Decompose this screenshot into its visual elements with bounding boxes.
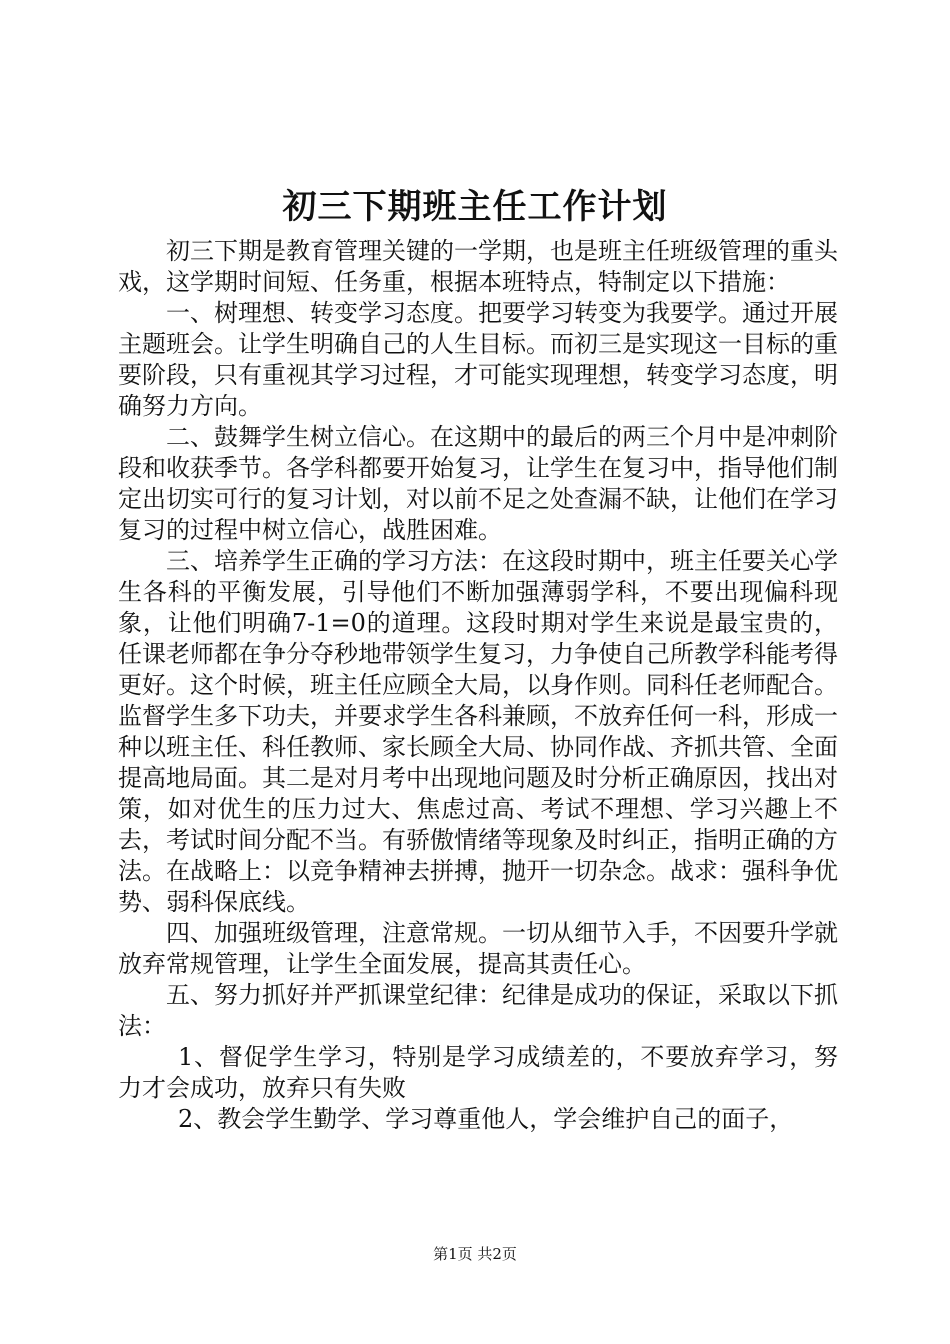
paragraph-intro: 初三下期是教育管理关键的一学期，也是班主任班级管理的重头戏，这学期时间短、任务重，根据本班特点，特制定以下措施：: [118, 237, 838, 296]
document-body: [118, 236, 838, 1135]
paragraph-section-2: 二、鼓舞学生树立信心。在这期中的最后的两三个月中是冲刺阶段和收获季节。各学科都要开始复习，让学生在复习中，指导他们制定出切实可行的复习计划，对以前不足之处查漏不缺，让他们在学习复习的过程中树立信心，战胜困难。: [118, 423, 838, 544]
paragraph-section-3: 三、培养学生正确的学习方法：在这段时期中，班主任要关心学生各科的平衡发展，引导他们不断加强薄弱学科，不要出现偏科现象，让他们明确7-1=0的道理。这段时期对学生来说是最宝贵的，任课老师都在争分夺秒地带领学生复习，力争使自己所教学科能考得更好。这个时候，班主任应顾全大局，以身作则。同科任老师配合。监督学生多下功夫，并要求学生各科兼顾，不放弃任何一科，形成一种以班主任、科任教师、家长顾全大局、协同作战、齐抓共管、全面提高地局面。其二是对月考中出现地问题及时分析正确原因，找出对策，如对优生的压力过大、焦虑过高、考试不理想、学习兴趣上不去，考试时间分配不当。有骄傲情绪等现象及时纠正，指明正确的方法。在战略上：以竞争精神去拼搏，抛开一切杂念。战求：强科争优势、弱科保底线。: [118, 547, 838, 916]
list-item-1: 1、督促学生学习，特别是学习成绩差的，不要放弃学习，努力才会成功，放弃只有失败: [118, 1043, 838, 1102]
paragraph-section-1: 一、树理想、转变学习态度。把要学习转变为我要学。通过开展主题班会。让学生明确自己的人生目标。而初三是实现这一目标的重要阶段，只有重视其学习过程，才可能实现理想，转变学习态度，明确努力方向。: [118, 299, 838, 420]
document-title: 初三下期班主任工作计划: [282, 187, 668, 227]
paragraph-section-5: 五、努力抓好并严抓课堂纪律：纪律是成功的保证，采取以下抓法：: [118, 981, 838, 1040]
list-item-2: 2、教会学生勤学、学习尊重他人，学会维护自己的面子，: [178, 1105, 794, 1133]
paragraph-section-4: 四、加强班级管理，注意常规。一切从细节入手，不因要升学就放弃常规管理，让学生全面发展，提高其责任心。: [118, 919, 838, 978]
page-number-footer: 第1页 共2页: [433, 1245, 517, 1263]
